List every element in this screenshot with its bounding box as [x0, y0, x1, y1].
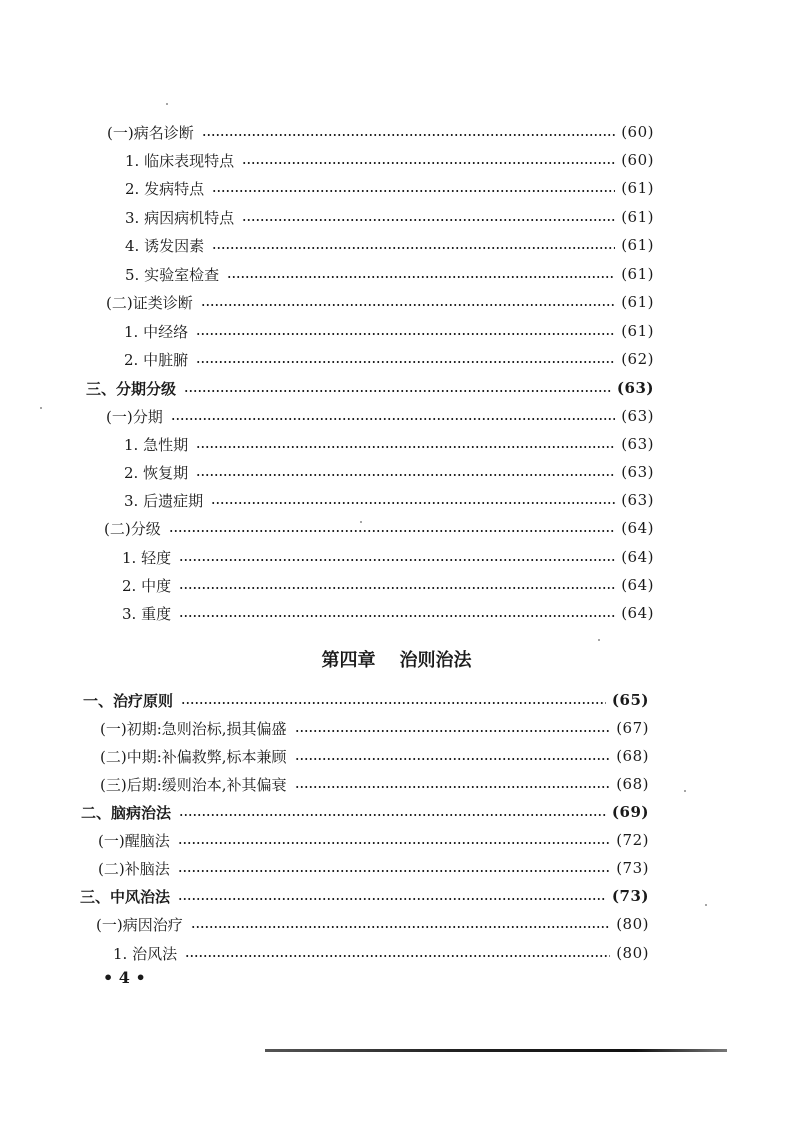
- toc-entry-title: 1. 中经络: [124, 322, 189, 341]
- toc-entry-page: (63): [621, 491, 654, 509]
- toc-entry-page: (68): [616, 747, 649, 765]
- toc-entry-page: (63): [616, 379, 654, 397]
- scan-speck: [360, 521, 362, 523]
- toc-entry-title: 2. 中度: [122, 576, 172, 595]
- scan-edge-rule: [265, 1049, 727, 1052]
- dot-leader: [196, 474, 615, 476]
- dot-leader: [179, 587, 615, 589]
- toc-entry-page: (64): [621, 548, 654, 566]
- dot-leader: [178, 870, 610, 872]
- dot-leader: [295, 758, 611, 760]
- toc-entry-title: 一、治疗原则: [83, 691, 174, 710]
- toc-entry-page: (63): [621, 463, 654, 481]
- toc-entry: [125, 232, 654, 258]
- toc-entry-title: 1. 急性期: [124, 435, 189, 454]
- toc-entry-page: (80): [616, 944, 649, 962]
- dot-leader: [212, 247, 615, 249]
- dot-leader: [227, 276, 615, 278]
- page-number: • 4 •: [103, 968, 146, 987]
- toc-entry: [122, 544, 654, 570]
- toc-entry-title: 2. 发病特点: [125, 179, 205, 198]
- dot-leader: [191, 926, 610, 928]
- toc-entry-page: (60): [621, 151, 654, 169]
- toc-entry: [106, 403, 654, 429]
- dot-leader: [211, 502, 615, 504]
- dot-leader: [201, 304, 615, 306]
- toc-entry-page: (64): [621, 576, 654, 594]
- scan-speck: [705, 904, 707, 906]
- chapter-number: 第四章: [321, 650, 376, 671]
- toc-entry-page: (69): [611, 803, 649, 821]
- toc-entry-title: (二)补脑法: [98, 859, 170, 878]
- toc-entry-page: (67): [616, 719, 649, 737]
- scan-speck: [598, 639, 600, 641]
- toc-entry: [113, 940, 649, 966]
- dot-leader: [181, 702, 606, 704]
- chapter-heading: [0, 644, 793, 674]
- toc-entry-title: (三)后期:缓则治本,补其偏衰: [100, 775, 287, 794]
- toc-entry-title: (二)中期:补偏救弊,标本兼顾: [100, 747, 287, 766]
- toc-entry-page: (61): [621, 293, 654, 311]
- toc-entry-title: (一)醒脑法: [98, 831, 170, 850]
- toc-entry-title: 1. 治风法: [113, 944, 178, 963]
- toc-entry-title: 1. 临床表现特点: [125, 151, 235, 170]
- scan-speck: [166, 103, 168, 105]
- toc-entry-page: (72): [616, 831, 649, 849]
- dot-leader: [185, 955, 610, 957]
- dot-leader: [242, 162, 615, 164]
- toc-entry: [100, 715, 649, 741]
- toc-entry: [104, 515, 654, 541]
- dot-leader: [178, 842, 610, 844]
- toc-entry: [106, 289, 654, 315]
- scan-speck: [40, 407, 42, 409]
- toc-entry-title: 3. 重度: [122, 604, 172, 623]
- toc-entry: [124, 346, 654, 372]
- scan-speck: [684, 790, 686, 792]
- toc-entry-page: (64): [621, 519, 654, 537]
- dot-leader: [179, 814, 606, 816]
- toc-entry-title: 三、中风治法: [80, 887, 171, 906]
- toc-entry-section: [83, 687, 649, 713]
- toc-entry: [100, 771, 649, 797]
- dot-leader: [196, 333, 615, 335]
- toc-entry-title: 5. 实验室检查: [125, 265, 220, 284]
- toc-entry-page: (63): [621, 435, 654, 453]
- toc-entry: [100, 743, 649, 769]
- toc-entry-page: (61): [621, 236, 654, 254]
- toc-entry-section: [86, 375, 654, 401]
- dot-leader: [196, 361, 615, 363]
- toc-entry-title: (二)证类诊断: [106, 293, 193, 312]
- toc-entry-title: 二、脑病治法: [81, 803, 172, 822]
- toc-entry-page: (80): [616, 915, 649, 933]
- dot-leader: [212, 190, 615, 192]
- dot-leader: [295, 786, 611, 788]
- toc-entry: [98, 827, 649, 853]
- toc-entry-title: 2. 中脏腑: [124, 350, 189, 369]
- dot-leader: [295, 730, 611, 732]
- toc-entry-section: [81, 799, 649, 825]
- toc-entry-page: (63): [621, 407, 654, 425]
- dot-leader: [169, 530, 615, 532]
- toc-entry-page: (61): [621, 322, 654, 340]
- toc-entry-section: [80, 883, 649, 909]
- toc-entry: [125, 175, 654, 201]
- toc-entry-title: (一)初期:急则治标,损其偏盛: [100, 719, 287, 738]
- toc-entry-title: 1. 轻度: [122, 548, 172, 567]
- toc-entry: [125, 261, 654, 287]
- dot-leader: [202, 134, 615, 136]
- toc-entry-page: (73): [616, 859, 649, 877]
- toc-entry-page: (61): [621, 265, 654, 283]
- toc-entry-title: 三、分期分级: [86, 379, 177, 398]
- toc-entry: [122, 572, 654, 598]
- toc-entry: [98, 855, 649, 881]
- toc-entry: [125, 204, 654, 230]
- toc-entry-page: (62): [621, 350, 654, 368]
- dot-leader: [171, 418, 615, 420]
- toc-entry-title: (一)分期: [106, 407, 163, 426]
- toc-entry-page: (61): [621, 208, 654, 226]
- toc-entry-page: (73): [611, 887, 649, 905]
- dot-leader: [184, 390, 611, 392]
- toc-entry-title: (一)病因治疗: [96, 915, 183, 934]
- toc-entry: [124, 318, 654, 344]
- toc-entry-page: (64): [621, 604, 654, 622]
- dot-leader: [178, 898, 606, 900]
- dot-leader: [179, 559, 615, 561]
- toc-entry-page: (65): [611, 691, 649, 709]
- toc-entry-page: (68): [616, 775, 649, 793]
- dot-leader: [196, 446, 615, 448]
- toc-entry-title: (二)分级: [104, 519, 161, 538]
- toc-entry-page: (61): [621, 179, 654, 197]
- dot-leader: [179, 615, 615, 617]
- toc-entry: [124, 431, 654, 457]
- toc-entry-title: 4. 诱发因素: [125, 236, 205, 255]
- toc-entry: [122, 600, 654, 626]
- toc-entry: [107, 119, 654, 145]
- toc-entry: [124, 459, 654, 485]
- toc-entry-title: 2. 恢复期: [124, 463, 189, 482]
- dot-leader: [242, 219, 615, 221]
- chapter-title: 治则治法: [399, 650, 472, 671]
- toc-entry: [96, 911, 649, 937]
- toc-entry: [125, 147, 654, 173]
- toc-entry-page: (60): [621, 123, 654, 141]
- toc-entry-title: 3. 病因病机特点: [125, 208, 235, 227]
- toc-entry-title: (一)病名诊断: [107, 123, 194, 142]
- toc-entry: [124, 487, 654, 513]
- toc-entry-title: 3. 后遗症期: [124, 491, 204, 510]
